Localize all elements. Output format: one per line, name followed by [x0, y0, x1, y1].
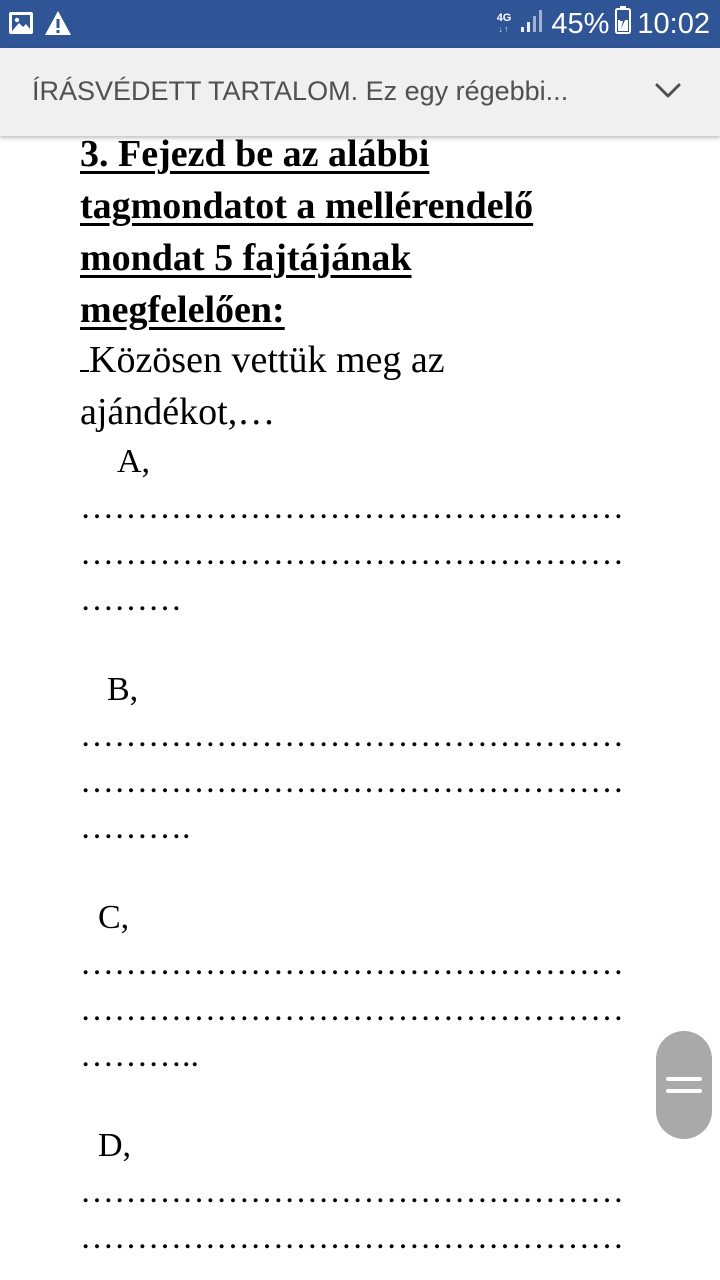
option-label-b: B, [107, 671, 139, 708]
prompt-line: Közösen vettük meg az [89, 339, 445, 381]
network-type-label: 4G [496, 12, 512, 24]
scroll-handle-grip-bar [666, 1089, 702, 1093]
answer-line: ……….. [80, 1037, 199, 1074]
heading-line: 3. Fejezd be az alábbi [80, 136, 430, 175]
answer-line: ………………………………………… [80, 1219, 624, 1256]
answer-line: ………………………………………… [80, 1173, 624, 1210]
heading-line: tagmondatot a mellérendelő [80, 185, 534, 227]
read-only-banner-text: ÍRÁSVÉDETT TARTALOM. Ez egy régebbi... [32, 76, 569, 106]
document-view[interactable] [0, 136, 720, 1280]
scroll-handle[interactable] [656, 1031, 712, 1139]
option-label-c: C, [98, 899, 130, 936]
prompt-line: ajándékot,… [80, 391, 276, 433]
option-label-d: D, [98, 1127, 132, 1164]
heading-line: megfelelően: [80, 289, 285, 331]
clock: 10:02 [637, 7, 710, 40]
network-type [497, 13, 512, 35]
image-notification-icon [8, 11, 34, 40]
battery-charging-icon [615, 6, 631, 42]
answer-line: ………………………………………… [80, 945, 624, 982]
answer-line: ………………………………………… [80, 991, 624, 1028]
notification-icons [8, 10, 72, 41]
battery-percent: 45% [551, 7, 610, 40]
answer-line: ………………………………………… [80, 763, 624, 800]
network-activity-arrows: ↓↑ [498, 24, 510, 34]
heading-line: mondat 5 fajtájának [80, 237, 412, 279]
answer-line: ……… [80, 581, 182, 618]
exercise-prompt [80, 334, 640, 438]
chevron-down-icon[interactable] [654, 80, 682, 102]
answer-line: ………………………………………… [80, 717, 624, 754]
signal-icon [519, 7, 545, 41]
warning-notification-icon [44, 10, 72, 41]
text-cursor-mark [80, 340, 89, 372]
answer-line: ………. [80, 809, 191, 846]
scroll-handle-grip-bar [666, 1077, 702, 1081]
status-bar [0, 0, 720, 48]
read-only-banner[interactable] [0, 48, 720, 136]
answer-line: ………………………………………… [80, 535, 624, 572]
option-label-a: A, [117, 443, 151, 480]
exercise-heading [80, 136, 640, 336]
answer-line: ………………………………………… [80, 489, 624, 526]
status-indicators [497, 6, 710, 42]
